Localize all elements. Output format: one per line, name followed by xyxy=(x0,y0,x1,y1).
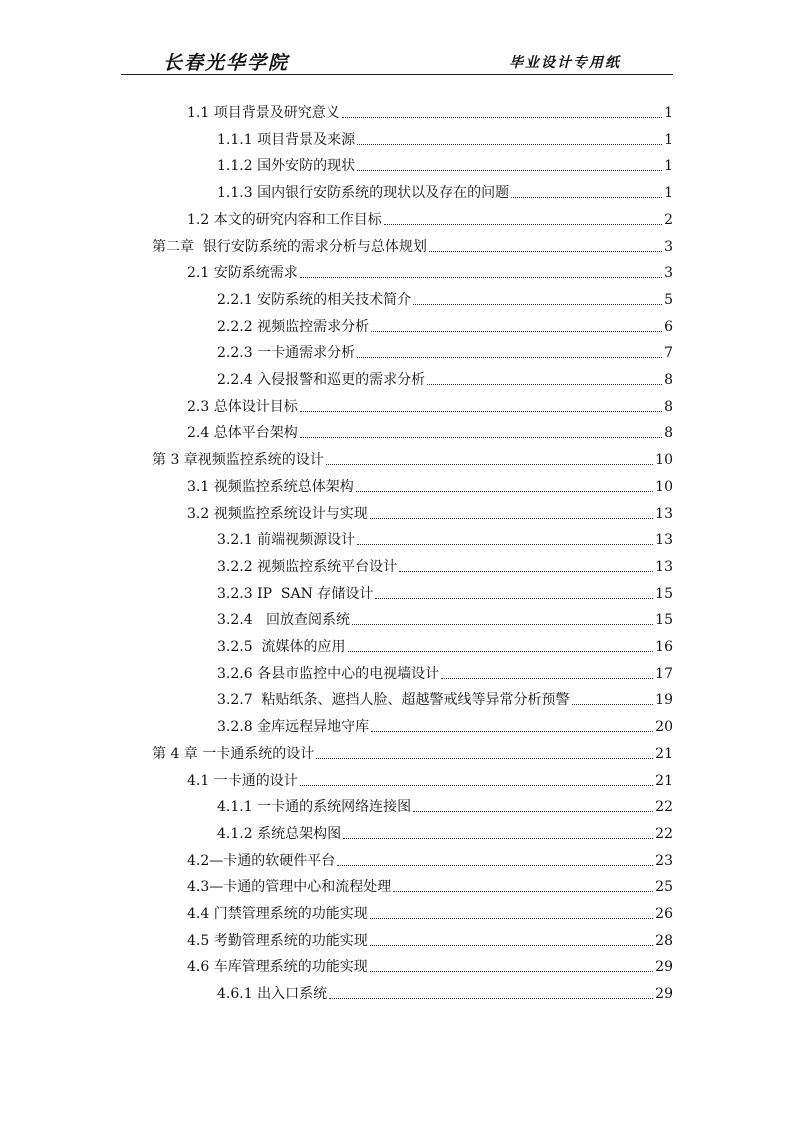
toc-entry-page: 29 xyxy=(655,959,673,976)
toc-dot-leader xyxy=(413,811,653,812)
toc-entry-title: 4.6.1 出入口系统 xyxy=(217,986,328,1003)
toc-dot-leader xyxy=(357,357,662,358)
toc-entry xyxy=(152,447,673,469)
toc-dot-leader xyxy=(300,411,662,412)
toc-entry-page: 29 xyxy=(655,986,673,1003)
toc-entry-title: 2.1 安防系统需求 xyxy=(187,265,298,282)
toc-entry xyxy=(217,527,673,549)
toc-entry-page: 23 xyxy=(655,852,673,869)
toc-dot-leader xyxy=(371,331,662,332)
toc-entry xyxy=(187,260,673,282)
toc-entry-title: 1.1.2 国外安防的现状 xyxy=(217,158,356,175)
toc-entry-page: 10 xyxy=(655,452,673,469)
toc-entry xyxy=(152,234,673,256)
toc-entry-title: 1.1.3 国内银行安防系统的现状以及存在的问题 xyxy=(217,185,510,202)
toc-dot-leader xyxy=(357,544,653,545)
toc-dot-leader xyxy=(300,437,662,438)
toc-entry xyxy=(187,848,673,870)
toc-entry-page: 28 xyxy=(655,932,673,949)
toc-entry xyxy=(217,661,673,683)
toc-entry-page: 22 xyxy=(655,825,673,842)
toc-dot-leader xyxy=(352,624,653,625)
toc-entry-page: 3 xyxy=(664,238,673,255)
toc-dot-leader xyxy=(357,170,662,171)
toc-dot-leader xyxy=(427,384,662,385)
toc-entry-page: 7 xyxy=(664,345,673,362)
toc-entry-page: 5 xyxy=(664,291,673,308)
toc-dot-leader xyxy=(393,891,653,892)
toc-entry-page: 19 xyxy=(655,692,673,709)
toc-entry-page: 15 xyxy=(655,612,673,629)
toc-entry-title: 2.3 总体设计目标 xyxy=(187,398,298,415)
toc-entry xyxy=(187,394,673,416)
toc-dot-leader xyxy=(370,918,653,919)
toc-dot-leader xyxy=(316,758,653,759)
toc-entry-title: 2.2.3 一卡通需求分析 xyxy=(217,345,356,362)
toc-entry-page: 1 xyxy=(664,131,673,148)
toc-dot-leader xyxy=(357,144,662,145)
toc-entry-page: 20 xyxy=(655,719,673,736)
toc-entry-title: 2.2.2 视频监控需求分析 xyxy=(217,318,370,335)
toc-entry xyxy=(217,127,673,149)
header-divider xyxy=(121,74,673,75)
toc-entry-page: 21 xyxy=(655,745,673,762)
toc-dot-leader xyxy=(429,251,662,252)
toc-dot-leader xyxy=(300,277,662,278)
toc-dot-leader xyxy=(413,304,662,305)
toc-entry-page: 25 xyxy=(655,879,673,896)
toc-entry-title: 4.1.2 系统总架构图 xyxy=(217,825,342,842)
toc-entry-title: 4.1.1 一卡通的系统网络连接图 xyxy=(217,799,412,816)
toc-entry-title: 3.2.1 前端视频源设计 xyxy=(217,532,356,549)
toc-entry xyxy=(217,153,673,175)
toc-entry xyxy=(217,340,673,362)
toc-dot-leader xyxy=(326,464,653,465)
toc-entry xyxy=(187,874,673,896)
toc-entry xyxy=(217,180,673,202)
toc-entry xyxy=(187,928,673,950)
toc-entry xyxy=(217,554,673,576)
toc-entry-page: 8 xyxy=(664,425,673,442)
toc-entry-title: 3.2.6 各县市监控中心的电视墙设计 xyxy=(217,665,440,682)
toc-entry xyxy=(217,794,673,816)
toc-entry xyxy=(217,981,673,1003)
toc-dot-leader xyxy=(370,518,653,519)
toc-dot-leader xyxy=(300,785,653,786)
toc-entry-page: 22 xyxy=(655,799,673,816)
toc-dot-leader xyxy=(370,945,653,946)
toc-entry xyxy=(187,474,673,496)
toc-entry-title: 3.2.2 视频监控系统平台设计 xyxy=(217,558,398,575)
toc-entry xyxy=(152,741,673,763)
toc-dot-leader xyxy=(511,197,662,198)
toc-entry-title: 4.4 门禁管理系统的功能实现 xyxy=(187,906,368,922)
toc-entry xyxy=(217,287,673,309)
toc-entry xyxy=(187,207,673,229)
toc-entry-page: 26 xyxy=(655,906,673,922)
toc-entry-title: 2.2.1 安防系统的相关技术简介 xyxy=(217,291,412,308)
toc-entry xyxy=(217,634,673,656)
toc-entry xyxy=(217,314,673,336)
toc-dot-leader xyxy=(375,598,653,599)
toc-entry xyxy=(217,607,673,629)
toc-entry-title: 4.6 车库管理系统的功能实现 xyxy=(187,959,368,976)
toc-entry-page: 6 xyxy=(664,318,673,335)
paper-label: 毕业设计专用纸 xyxy=(509,55,621,71)
toc-entry-page: 2 xyxy=(664,211,673,228)
toc-entry-title: 4.2—卡通的软硬件平台 xyxy=(187,852,336,869)
toc-dot-leader xyxy=(329,998,653,999)
toc-entry-page: 8 xyxy=(664,398,673,415)
toc-entry xyxy=(187,100,673,122)
toc-entry-title: 第 3 章视频监控系统的设计 xyxy=(152,452,324,469)
toc-dot-leader xyxy=(342,117,662,118)
toc-dot-leader xyxy=(337,865,653,866)
toc-entry-page: 13 xyxy=(655,558,673,575)
toc-entry-title: 3.2.8 金库远程异地守库 xyxy=(217,719,370,736)
toc-entry-page: 1 xyxy=(664,185,673,202)
toc-entry-page: 1 xyxy=(664,158,673,175)
toc-entry-title: 3.2.5 流媒体的应用 xyxy=(217,639,346,655)
toc-entry xyxy=(187,901,673,923)
toc-entry-title: 4.3—卡通的管理中心和流程处理 xyxy=(187,879,392,896)
toc-entry-title: 第二章 银行安防系统的需求分析与总体规划 xyxy=(152,238,427,255)
toc-entry xyxy=(187,501,673,523)
toc-entry xyxy=(187,420,673,442)
toc-entry-title: 第 4 章 一卡通系统的设计 xyxy=(152,745,315,762)
toc-entry-title: 1.1.1 项目背景及来源 xyxy=(217,131,356,148)
toc-entry-page: 16 xyxy=(655,639,673,655)
toc-entry-page: 3 xyxy=(664,265,673,282)
toc-entry-title: 3.2.3 IP SAN 存储设计 xyxy=(217,585,374,602)
toc-dot-leader xyxy=(371,731,653,732)
toc-entry xyxy=(187,768,673,790)
toc-dot-leader xyxy=(370,971,653,972)
toc-entry xyxy=(217,714,673,736)
toc-dot-leader xyxy=(348,651,654,652)
toc-entry-title: 1.1 项目背景及研究意义 xyxy=(187,105,340,121)
toc-dot-leader xyxy=(384,224,662,225)
toc-dot-leader xyxy=(441,678,653,679)
toc-entry-page: 1 xyxy=(664,105,673,121)
page-header xyxy=(121,48,673,74)
toc-dot-leader xyxy=(572,704,654,705)
toc-entry-title: 3.2.7 粘贴纸条、遮挡人脸、超越警戒线等异常分析预警 xyxy=(217,692,570,709)
toc-entry-title: 4.5 考勤管理系统的功能实现 xyxy=(187,932,368,949)
toc-entry-page: 17 xyxy=(655,665,673,682)
toc-entry-title: 3.2.4 回放查阅系统 xyxy=(217,612,350,629)
toc-entry-title: 2.4 总体平台架构 xyxy=(187,425,298,442)
toc-entry-title: 4.1 一卡通的设计 xyxy=(187,772,298,789)
toc-entry xyxy=(217,581,673,603)
toc-dot-leader xyxy=(399,571,653,572)
toc-entry-page: 15 xyxy=(655,585,673,602)
toc-entry-page: 10 xyxy=(655,478,673,495)
toc-entry-page: 13 xyxy=(655,532,673,549)
toc-entry-title: 2.2.4 入侵报警和巡更的需求分析 xyxy=(217,372,426,388)
toc-entry-title: 1.2 本文的研究内容和工作目标 xyxy=(187,211,382,228)
toc-entry xyxy=(187,954,673,976)
toc-entry-page: 8 xyxy=(664,372,673,388)
toc-entry xyxy=(217,367,673,389)
toc-dot-leader xyxy=(343,838,653,839)
toc-entry-page: 13 xyxy=(655,505,673,522)
school-name: 长春光华学院 xyxy=(163,52,290,74)
toc-entry xyxy=(217,821,673,843)
toc-dot-leader xyxy=(356,491,653,492)
toc-entry xyxy=(217,687,673,709)
toc-entry-page: 21 xyxy=(655,772,673,789)
toc-entry-title: 3.1 视频监控系统总体架构 xyxy=(187,478,354,495)
toc-entry-title: 3.2 视频监控系统设计与实现 xyxy=(187,505,368,522)
